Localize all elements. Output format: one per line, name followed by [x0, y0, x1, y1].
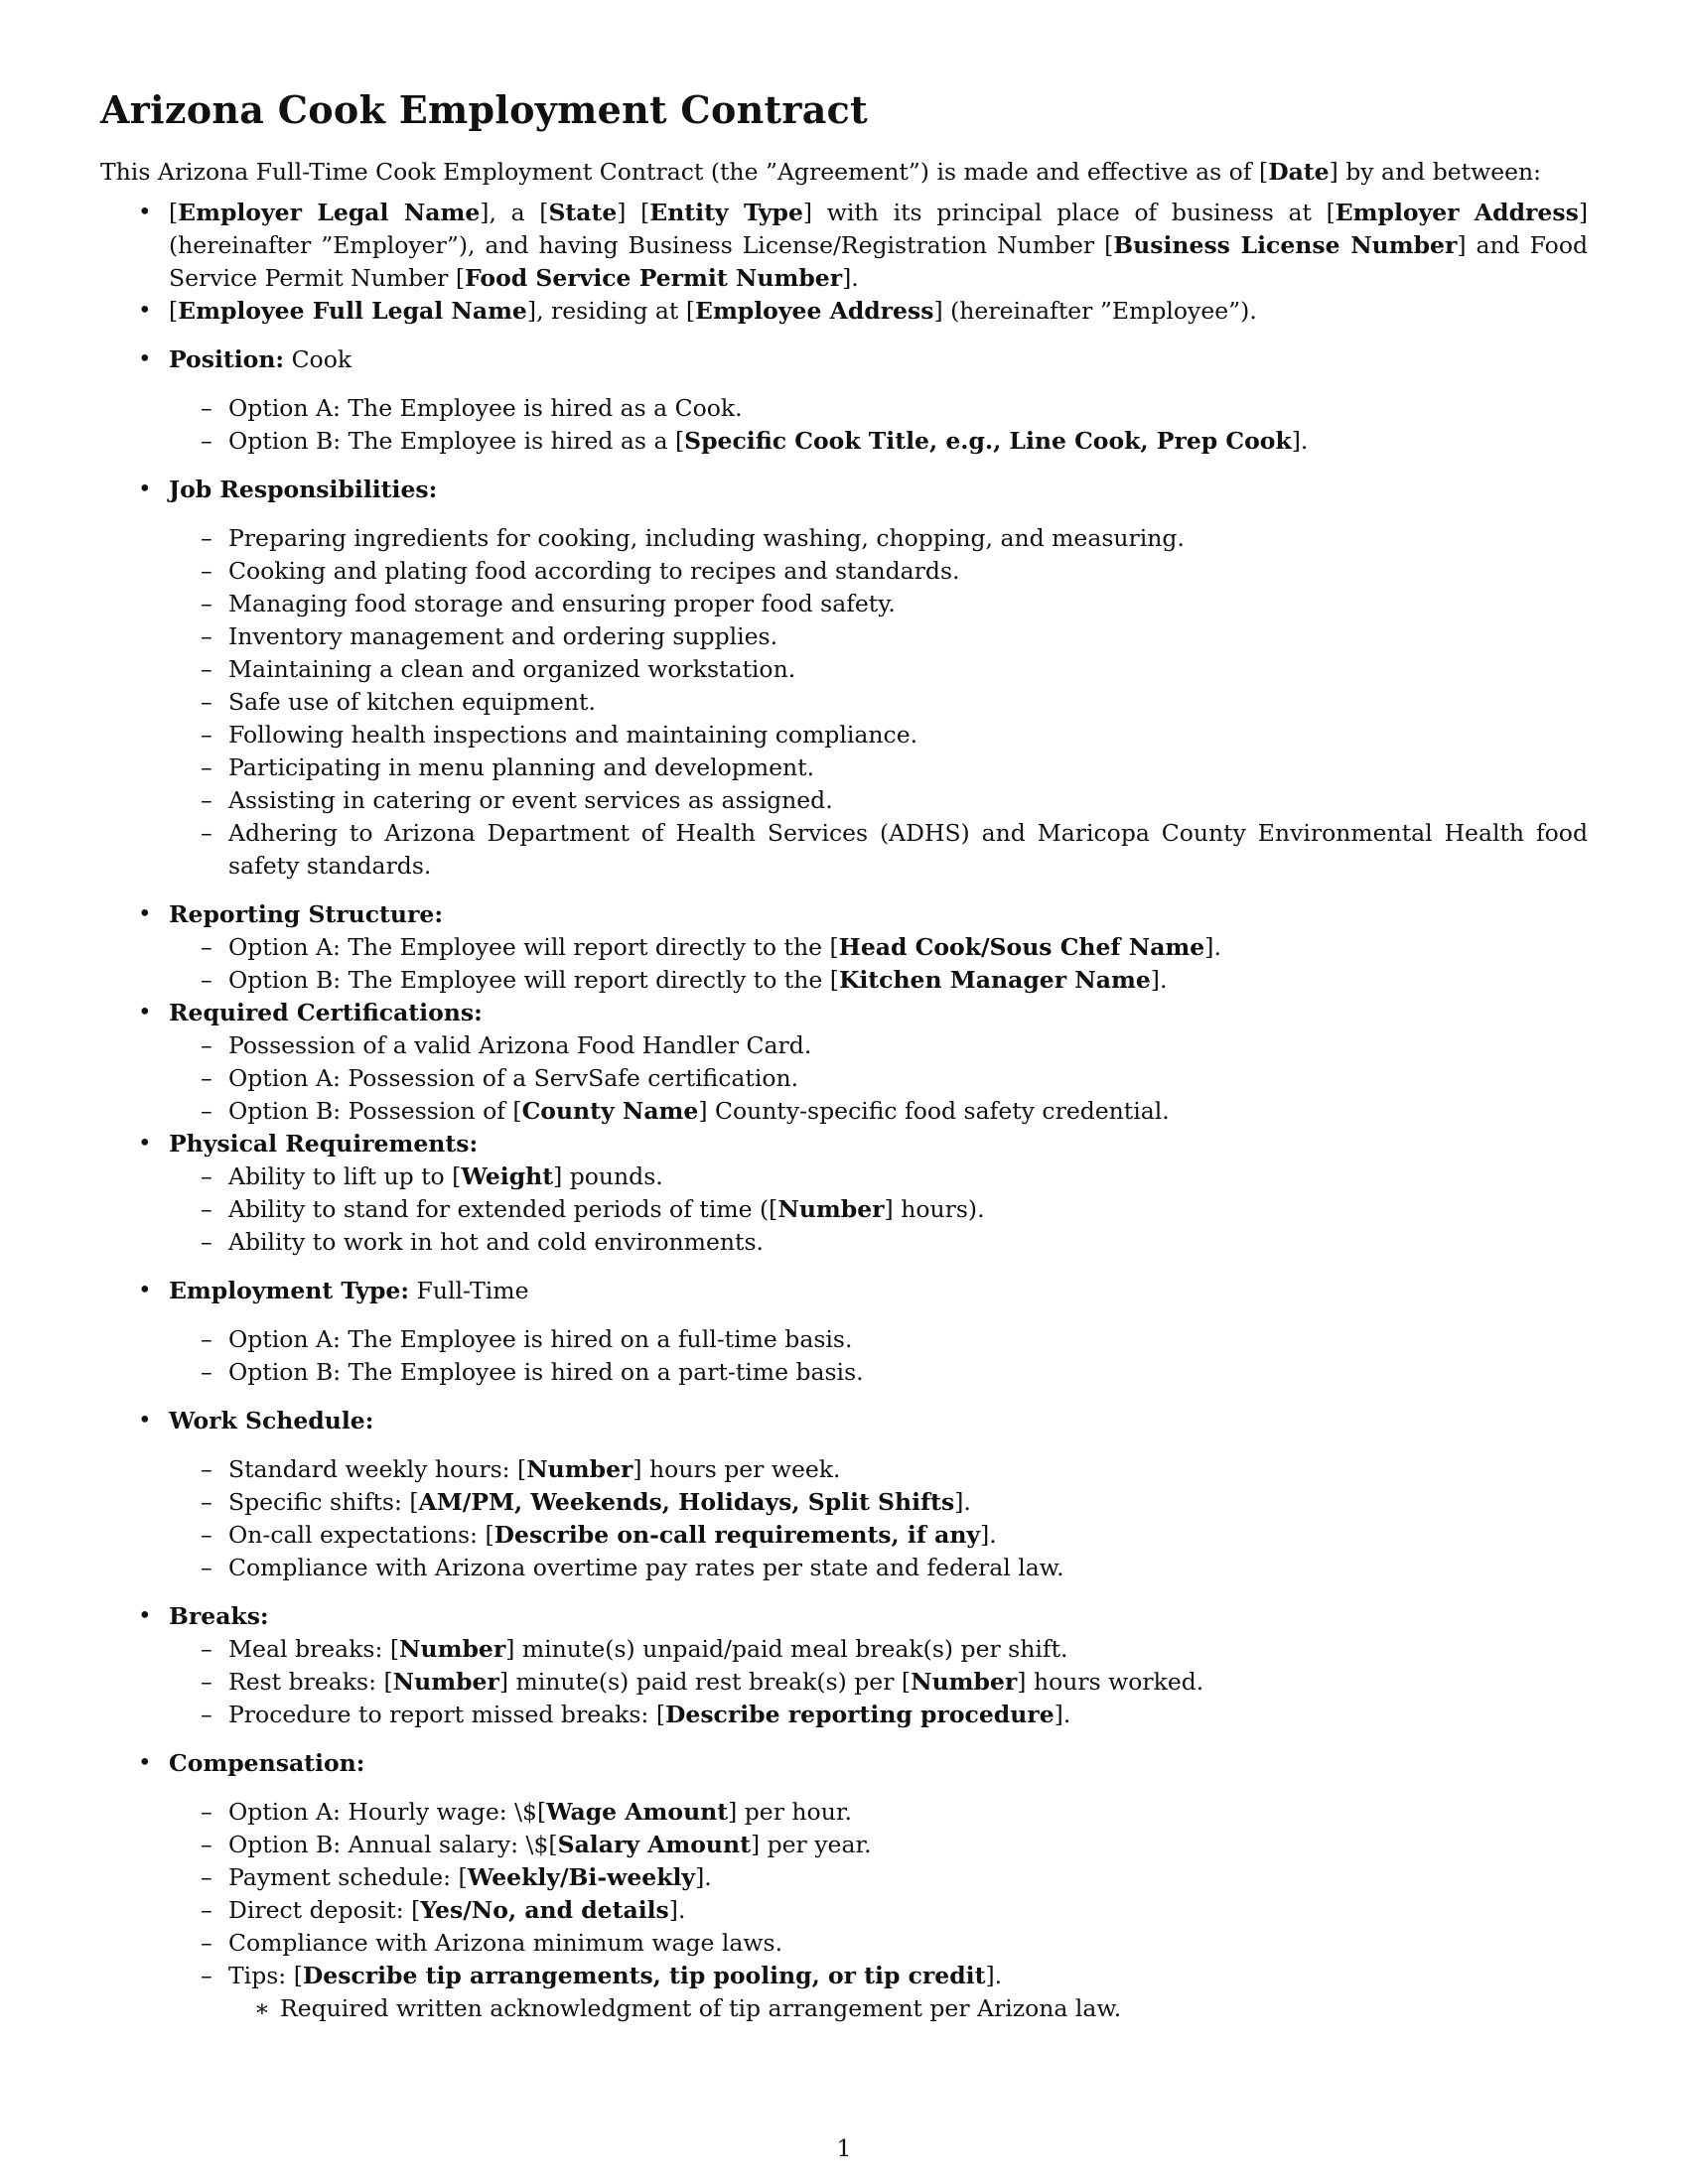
- physical-label: Physical Requirements:: [169, 1130, 479, 1158]
- page-number: 1: [836, 2134, 852, 2162]
- list-item: – Following health inspections and maintaining compliance.: [169, 719, 1588, 751]
- list-item: – Compliance with Arizona overtime pay rates per state and federal law.: [169, 1552, 1588, 1584]
- list-item: – Rest breaks: [Number] minute(s) paid rest break(s) per [Number] hours worked.: [169, 1666, 1588, 1699]
- list-item: – Cooking and plating food according to recipes and standards.: [169, 555, 1588, 588]
- list-item: – Direct deposit: [Yes/No, and details].: [169, 1894, 1588, 1927]
- list-item: – Preparing ingredients for cooking, including washing, chopping, and measuring.: [169, 522, 1588, 555]
- list-item: – Payment schedule: [Weekly/Bi-weekly].: [169, 1861, 1588, 1894]
- contract-list: [100, 197, 1588, 2025]
- position-section: • Position: Cook – Option A: The Employee is hired as a Cook. – Option B: The Employee is hired as a [Specific Cook Title, e.g., Line Cook, Prep Cook].: [100, 343, 1588, 458]
- list-item: – Inventory management and ordering supplies.: [169, 620, 1588, 653]
- list-item: – Standard weekly hours: [Number] hours per week.: [169, 1453, 1588, 1486]
- list-item: – Meal breaks: [Number] minute(s) unpaid/paid meal break(s) per shift.: [169, 1633, 1588, 1666]
- breaks-section: [100, 1600, 1588, 1731]
- list-item: – Option B: Annual salary: \$[Salary Amount] per year.: [169, 1829, 1588, 1861]
- employee-party: • [Employee Full Legal Name], residing at [Employee Address] (hereinafter ”Employee”).: [100, 295, 1588, 328]
- certifications-section: [100, 997, 1588, 1128]
- list-item: – Possession of a valid Arizona Food Handler Card.: [169, 1029, 1588, 1062]
- list-item: – Compliance with Arizona minimum wage laws.: [169, 1927, 1588, 1960]
- reporting-label: Reporting Structure:: [169, 900, 443, 928]
- list-item: – Managing food storage and ensuring proper food safety.: [169, 588, 1588, 620]
- list-item: – Option A: The Employee is hired on a full-time basis.: [169, 1323, 1588, 1356]
- intro-paragraph: This Arizona Full-Time Cook Employment Contract (the ”Agreement”) is made and effective as of [Date] by and between:: [100, 158, 1542, 186]
- certifications-label: Required Certifications:: [169, 999, 483, 1026]
- list-item: – Option B: The Employee is hired as a [Specific Cook Title, e.g., Line Cook, Prep Cook].: [169, 425, 1588, 458]
- physical-section: [100, 1128, 1588, 1259]
- employer-party: • [Employer Legal Name], a [State] [Entity Type] with its principal place of business at [Employer Address] (hereinafter ”Employer”), and having Business License/Registration Number [Business License Number] and Food Service Permit Number [Food Service Permit Number].: [100, 197, 1588, 295]
- responsibilities-section: [100, 474, 1588, 883]
- employment-type-label: Employment Type:: [169, 1277, 410, 1304]
- list-item: ∗ Required written acknowledgment of tip arrangement per Arizona law.: [228, 1992, 1588, 2025]
- list-item: – On-call expectations: [Describe on-call requirements, if any].: [169, 1519, 1588, 1552]
- list-item: – Specific shifts: [AM/PM, Weekends, Holidays, Split Shifts].: [169, 1486, 1588, 1519]
- list-item: – Assisting in catering or event services as assigned.: [169, 784, 1588, 817]
- list-item: – Procedure to report missed breaks: [Describe reporting procedure].: [169, 1699, 1588, 1731]
- reporting-section: [100, 898, 1588, 997]
- breaks-label: Breaks:: [169, 1602, 269, 1630]
- page-title: Arizona Cook Employment Contract: [100, 87, 868, 132]
- list-item: – Maintaining a clean and organized workstation.: [169, 653, 1588, 686]
- list-item: – Ability to lift up to [Weight] pounds.: [169, 1160, 1588, 1193]
- list-item: – Tips: [Describe tip arrangements, tip pooling, or tip credit]. ∗ Required written acknowledgment of tip arrangement per Arizona law.: [169, 1960, 1588, 2025]
- list-item: – Participating in menu planning and development.: [169, 751, 1588, 784]
- date-placeholder: Date: [1268, 158, 1330, 186]
- compensation-label: Compensation:: [169, 1749, 365, 1777]
- list-item: – Option B: The Employee will report directly to the [Kitchen Manager Name].: [169, 964, 1588, 997]
- list-item: – Option A: The Employee is hired as a Cook.: [169, 392, 1588, 425]
- responsibilities-label: Job Responsibilities:: [169, 476, 438, 503]
- list-item: – Option A: Possession of a ServSafe certification.: [169, 1062, 1588, 1095]
- schedule-label: Work Schedule:: [169, 1407, 374, 1434]
- employment-type-section: • Employment Type: Full-Time – Option A: The Employee is hired on a full-time basis. – Option B: The Employee is hired on a part-time basis.: [100, 1275, 1588, 1389]
- list-item: – Ability to stand for extended periods of time ([Number] hours).: [169, 1193, 1588, 1226]
- list-item: – Ability to work in hot and cold environments.: [169, 1226, 1588, 1259]
- list-item: – Option B: The Employee is hired on a part-time basis.: [169, 1356, 1588, 1389]
- schedule-section: [100, 1405, 1588, 1584]
- position-label: Position:: [169, 345, 285, 373]
- compensation-section: [100, 1747, 1588, 2025]
- list-item: – Option B: Possession of [County Name] County-specific food safety credential.: [169, 1095, 1588, 1128]
- list-item: – Safe use of kitchen equipment.: [169, 686, 1588, 719]
- list-item: – Adhering to Arizona Department of Health Services (ADHS) and Maricopa County Environmental Health food safety standards.: [169, 817, 1588, 883]
- list-item: – Option A: The Employee will report directly to the [Head Cook/Sous Chef Name].: [169, 931, 1588, 964]
- list-item: – Option A: Hourly wage: \$[Wage Amount] per hour.: [169, 1796, 1588, 1829]
- document-page: [100, 87, 1588, 2025]
